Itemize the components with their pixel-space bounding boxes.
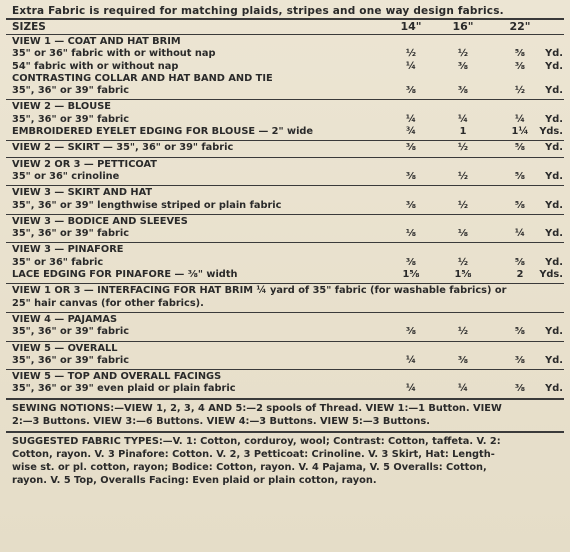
size-22-header: 22" [509,20,531,33]
fabric-types-line-4: rayon. V. 5 Top, Overalls Facing: Even plaid or plain cotton, rayon. [12,474,377,486]
cell-size-22: 2 [516,269,524,281]
table-row [6,142,564,154]
cell-size-14: ¼ [405,383,417,395]
cell-size-16: ¼ [457,113,469,125]
row-label: 35", 36" or 39" fabric [12,228,130,240]
view-title: VIEW 3 — BODICE AND SLEEVES [12,215,188,227]
cell-size-16: ½ [457,170,469,182]
table-row [6,114,564,126]
table-row [6,126,564,138]
row-label: LACE EDGING FOR PINAFORE — ⅜" width [12,269,238,281]
table-row [6,326,564,338]
view-3-pinafore-block [6,243,564,283]
cell-size-16: ¼ [457,383,469,395]
cell-size-16: ½ [457,326,469,338]
size-16-header: 16" [452,20,474,33]
cell-size-22: ⅝ [514,142,526,154]
table-row [6,200,564,212]
row-label: VIEW 2 — SKIRT — 35", 36" or 39" fabric [12,142,234,154]
cell-unit: Yds. [539,269,563,281]
cell-unit: Yd. [545,113,563,125]
table-row [6,269,564,281]
fabric-types-line-1: SUGGESTED FABRIC TYPES:—V. 1: Cotton, corduroy, wool; Contrast: Cotton, taffeta. V. 2: [12,435,501,447]
cell-size-16: ½ [457,48,469,60]
cell-size-22: ⅝ [514,199,526,211]
view-5-facings-block [6,370,564,398]
cell-size-22: ⅜ [514,383,526,395]
cell-unit: Yd. [545,326,563,338]
cell-size-14: ⅜ [405,142,417,154]
view-title: VIEW 5 — TOP AND OVERALL FACINGS [12,371,222,383]
cell-unit: Yd. [545,383,563,395]
interfacing-line-1: VIEW 1 OR 3 — INTERFACING FOR HAT BRIM ¼ yard of 35" fabric (for washable fabrics) or [12,285,507,297]
view-title: VIEW 1 — COAT AND HAT BRIM [12,36,181,47]
view-5-block [6,342,564,370]
view-2-skirt-block [6,141,564,156]
row-label: 35", 36" or 39" fabric [12,354,130,366]
suggested-fabric-types [6,433,564,490]
cell-size-22: ⅝ [514,326,526,338]
cell-size-14: 1⅝ [402,269,420,281]
size-14-header: 14" [400,20,422,33]
cell-size-14: ¼ [405,113,417,125]
cell-size-22: ¼ [514,228,526,240]
fabric-types-line-3: wise st. or pl. cotton, rayon; Bodice: Cotton, rayon. V. 4 Pajama, V. 5 Overalls: Cotton, [12,461,487,473]
table-row [6,48,564,60]
cell-size-16: ⅛ [457,228,469,240]
sewing-notions [6,400,564,431]
view-title: VIEW 4 — PAJAMAS [12,313,118,325]
interfacing-line-2: 25" hair canvas (for other fabrics). [12,297,204,309]
view-title: VIEW 3 — SKIRT AND HAT [12,187,153,199]
petticoat-block [6,158,564,186]
cell-size-14: ¼ [405,354,417,366]
cell-unit: Yd. [545,48,563,60]
cell-size-22: ⅜ [514,354,526,366]
row-label: 35" or 36" fabric with or without nap [12,48,216,60]
cell-size-14: ⅜ [405,85,417,97]
row-label: 35" or 36" crinoline [12,170,120,182]
subsection-title: CONTRASTING COLLAR AND HAT BAND AND TIE [12,72,273,84]
cell-unit: Yds. [539,126,563,138]
view-3-skirt-block [6,186,564,214]
cell-size-14: ⅜ [405,326,417,338]
table-row [6,61,564,73]
row-label: 35", 36" or 39" fabric [12,326,130,338]
cell-size-14: ⅜ [405,256,417,268]
cell-unit: Yd. [545,60,563,72]
cell-size-22: ⅝ [514,256,526,268]
cell-size-16: ½ [457,256,469,268]
view-1-block [6,35,564,99]
cell-size-16: ⅜ [457,60,469,72]
cell-size-14: ¾ [405,126,417,138]
cell-size-14: ⅜ [405,170,417,182]
view-title: VIEW 5 — OVERALL [12,342,118,354]
cell-size-16: ⅜ [457,354,469,366]
cell-unit: Yd. [545,354,563,366]
cell-size-14: ⅛ [405,228,417,240]
sewing-notions-line-2: 2:—3 Buttons. VIEW 3:—6 Buttons. VIEW 4:—3 Buttons. VIEW 5:—3 Buttons. [12,415,430,427]
cell-size-22: ⅝ [514,48,526,60]
row-label: 35" or 36" fabric [12,256,104,268]
sewing-notions-line-1: SEWING NOTIONS:—VIEW 1, 2, 3, 4 AND 5:—2 spools of Thread. VIEW 1:—1 Button. VIEW [12,402,502,414]
row-label: 35", 36" or 39" fabric [12,85,130,97]
cell-size-16: ½ [457,142,469,154]
cell-unit: Yd. [545,170,563,182]
cell-size-16: 1 [459,126,467,138]
row-label: 35", 36" or 39" even plaid or plain fabric [12,383,236,395]
table-row [6,228,564,240]
cell-unit: Yd. [545,228,563,240]
sizes-header-row [6,20,564,34]
cell-unit: Yd. [545,85,563,97]
interfacing-block [6,284,564,312]
view-3-bodice-block [6,215,564,243]
cell-size-16: ½ [457,199,469,211]
cell-size-16: ⅜ [457,85,469,97]
cell-size-16: 1⅝ [454,269,472,281]
row-label: 35", 36" or 39" lengthwise striped or plain fabric [12,199,282,211]
cell-size-14: ½ [405,48,417,60]
view-title: VIEW 2 OR 3 — PETTICOAT [12,158,157,170]
row-label: 54" fabric with or without nap [12,60,179,72]
row-label: EMBROIDERED EYELET EDGING FOR BLOUSE — 2" wide [12,126,314,138]
cell-size-22: ⅝ [514,170,526,182]
cell-size-14: ⅜ [405,199,417,211]
view-2-block [6,100,564,140]
cell-size-22: 1¼ [511,126,529,138]
table-row [6,355,564,367]
cell-size-14: ¼ [405,60,417,72]
sizes-label: SIZES [12,21,46,33]
table-row [6,257,564,269]
view-4-block [6,313,564,341]
cell-size-22: ⅜ [514,60,526,72]
cell-size-22: ¼ [514,113,526,125]
view-title: VIEW 2 — BLOUSE [12,101,111,113]
table-row [6,383,564,395]
cell-unit: Yd. [545,256,563,268]
extra-fabric-note: Extra Fabric is required for matching plaids, stripes and one way design fabrics. [12,5,504,17]
view-title: VIEW 3 — PINAFORE [12,244,124,256]
table-row [6,171,564,183]
row-label: 35", 36" or 39" fabric [12,113,130,125]
fabric-types-line-2: Cotton, rayon. V. 3 Pinafore: Cotton. V. 2, 3 Petticoat: Crinoline. V. 3 Skirt, Hat: Length- [12,448,495,460]
cell-size-22: ½ [514,85,526,97]
cell-unit: Yd. [545,199,563,211]
cell-unit: Yd. [545,142,563,154]
table-row [6,85,564,97]
